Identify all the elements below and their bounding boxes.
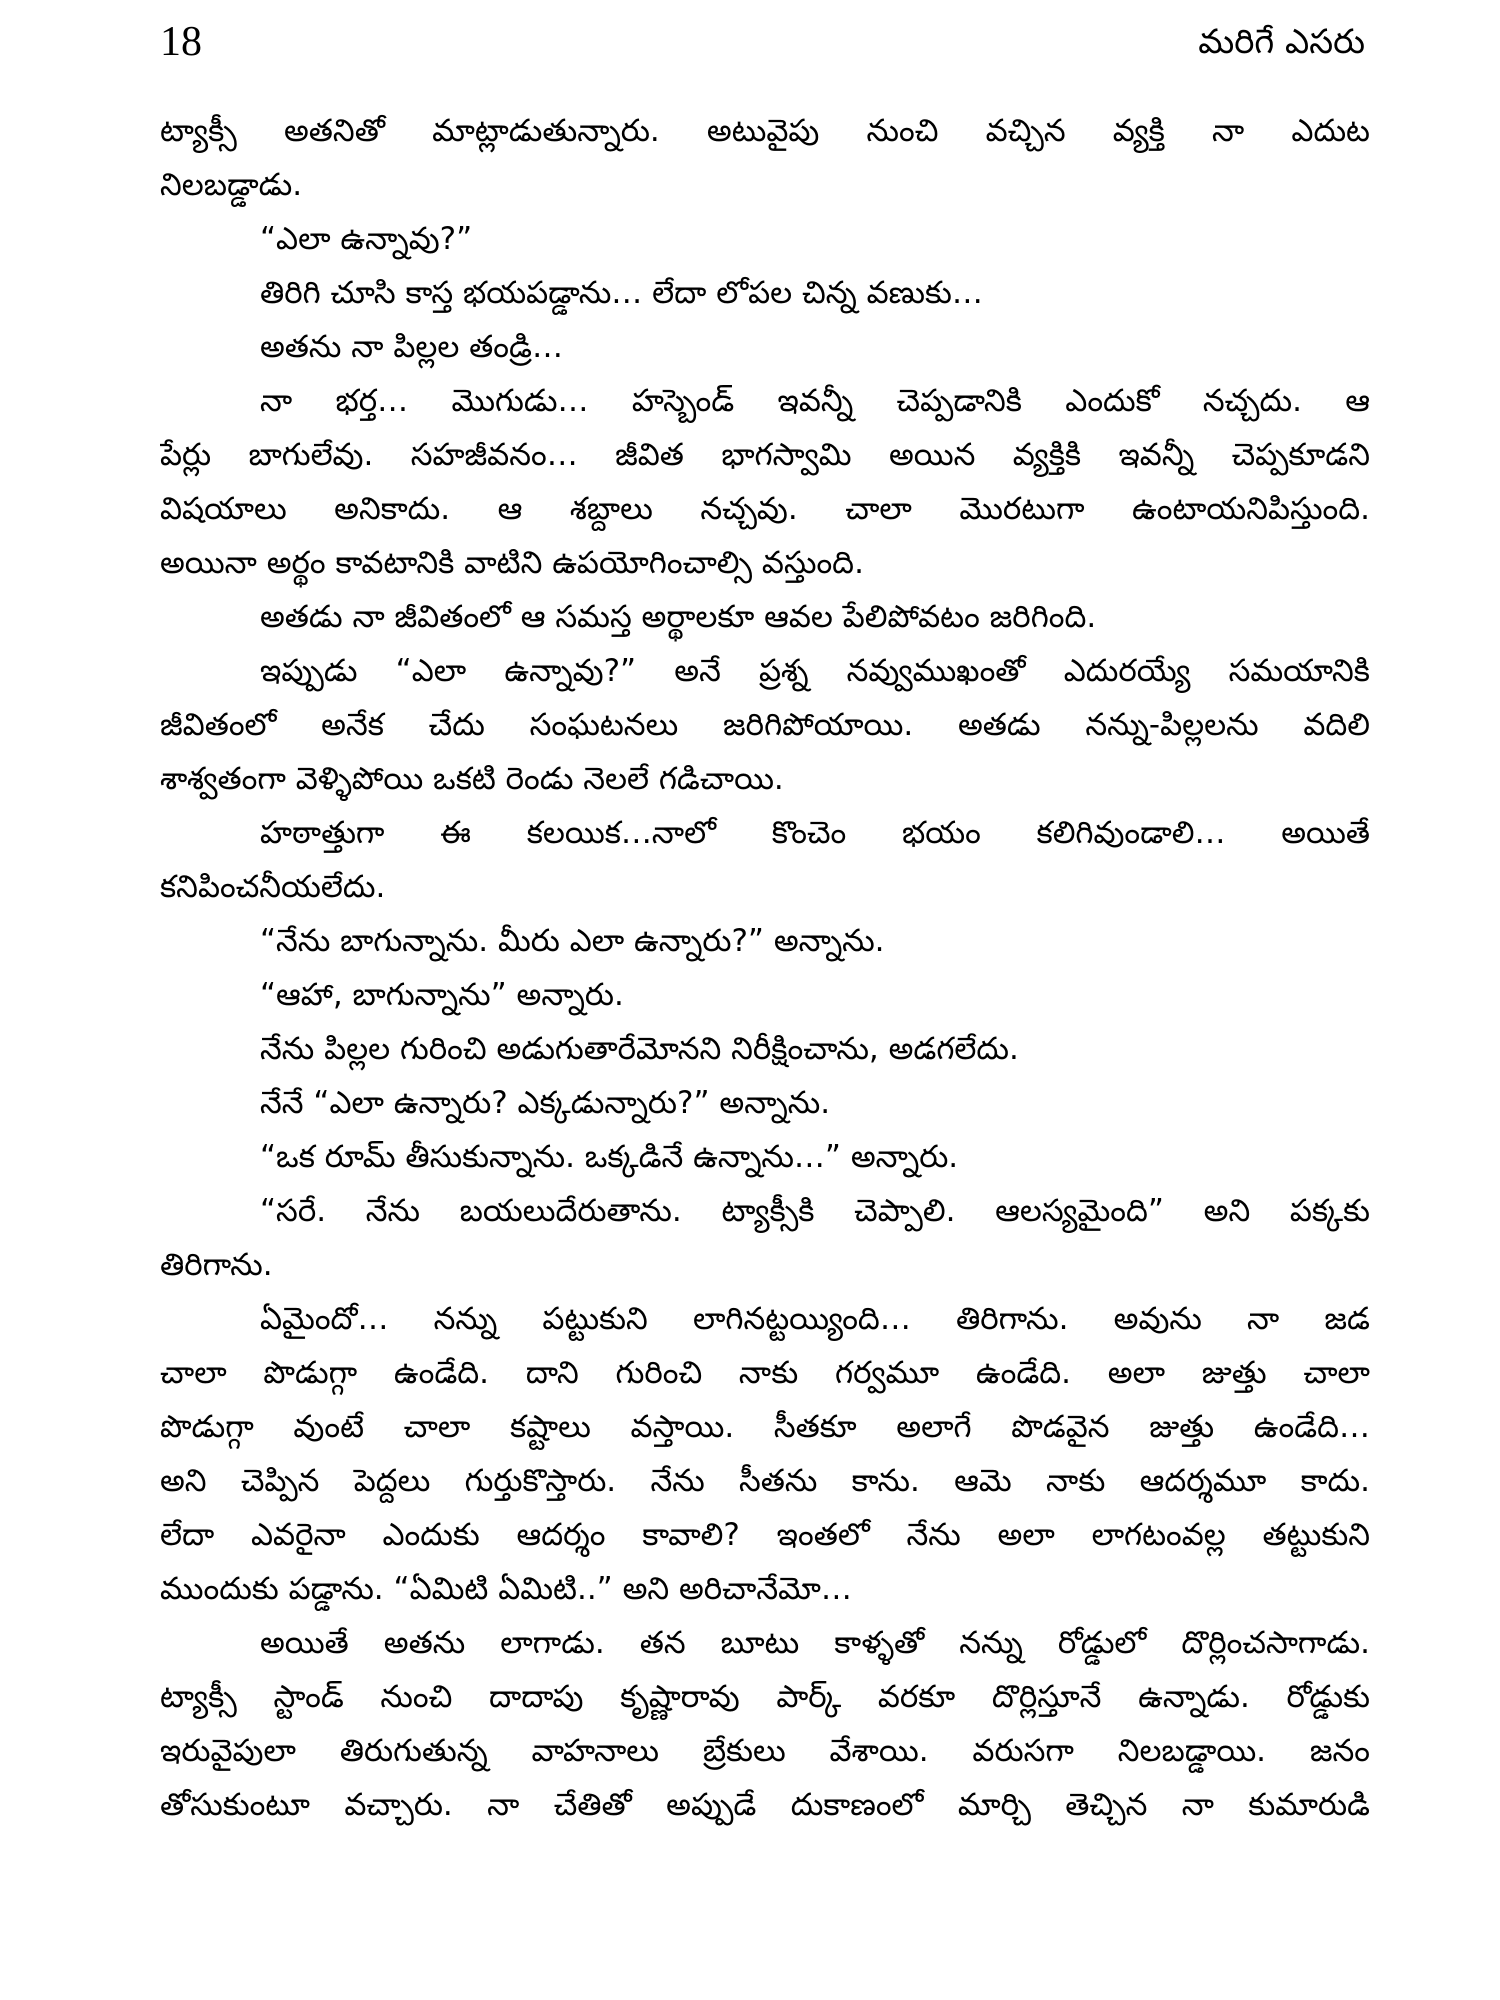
text-line: జీవితంలో అనేక చేదు సంఘటనలు జరిగిపోయాయి. అతడు నన్ను-పిల్లలను వదిలి (160, 707, 1370, 743)
text-line: “నేను బాగున్నాను. మీరు ఎలా ఉన్నారు?” అన్నాను. (260, 923, 885, 959)
text-line: “ఒక రూమ్ తీసుకున్నాను. ఒక్కడినే ఉన్నాను…” అన్నారు. (260, 1139, 959, 1175)
text-line: విషయాలు అనికాదు. ఆ శబ్దాలు నచ్చవు. చాలా మొరటుగా ఉంటాయనిపిస్తుంది. (160, 491, 1370, 527)
text-line: “ఆహా, బాగున్నాను” అన్నారు. (260, 977, 624, 1013)
text-line: ముందుకు పడ్డాను. “ఏమిటి ఏమిటి..” అని అరిచానేమో… (160, 1571, 852, 1607)
text-line: నా భర్త… మొగుడు… హస్బెండ్ ఇవన్నీ చెప్పడానికి ఎందుకో నచ్చదు. ఆ (260, 383, 1370, 419)
text-line: నేనే “ఎలా ఉన్నారు? ఎక్కడున్నారు?” అన్నాను. (260, 1085, 831, 1121)
text-line: తోసుకుంటూ వచ్చారు. నా చేతితో అప్పుడే దుకాణంలో మార్చి తెచ్చిన నా కుమారుడి (160, 1787, 1370, 1823)
text-line: తిరిగి చూసి కాస్త భయపడ్డాను… లేదా లోపల చిన్న వణుకు… (260, 275, 983, 311)
text-line: శాశ్వతంగా వెళ్ళిపోయి ఒకటి రెండు నెలలే గడిచాయి. (160, 761, 784, 797)
text-line: “సరే. నేను బయలుదేరుతాను. ట్యాక్సీకి చెప్పాలి. ఆలస్యమైంది” అని పక్కకు (260, 1193, 1370, 1229)
text-line: ఏమైందో… నన్ను పట్టుకుని లాగినట్టయ్యింది… తిరిగాను. అవును నా జడ (260, 1301, 1370, 1337)
page-number: 18 (160, 19, 202, 65)
text-line: అతను నా పిల్లల తండ్రి… (260, 329, 563, 365)
text-line: ట్యాక్సీ అతనితో మాట్లాడుతున్నారు. అటువైపు నుంచి వచ్చిన వ్యక్తి నా ఎదుట (160, 113, 1370, 149)
text-line: ఇప్పుడు “ఎలా ఉన్నావు?” అనే ప్రశ్న నవ్వుముఖంతో ఎదురయ్యే సమయానికి (260, 653, 1370, 689)
text-line: లేదా ఎవరైనా ఎందుకు ఆదర్శం కావాలి? ఇంతలో నేను అలా లాగటంవల్ల తట్టుకుని (160, 1517, 1370, 1553)
body-text (160, 104, 1370, 1832)
text-line: ట్యాక్సీ స్టాండ్ నుంచి దాదాపు కృష్ణారావు పార్క్ వరకూ దొర్లిస్తూనే ఉన్నాడు. రోడ్డుకు (160, 1679, 1370, 1715)
text-line: “ఎలా ఉన్నావు?” (260, 221, 473, 257)
text-line: అయినా అర్థం కావటానికి వాటిని ఉపయోగించాల్సి వస్తుంది. (160, 545, 864, 581)
text-line: కనిపించనీయలేదు. (160, 869, 386, 905)
text-line: నిలబడ్డాడు. (160, 167, 303, 203)
text-line: నేను పిల్లల గురించి అడుగుతారేమోనని నిరీక్షించాను, అడగలేదు. (260, 1031, 1019, 1067)
text-line: చాలా పొడుగ్గా ఉండేది. దాని గురించి నాకు గర్వమూ ఉండేది. అలా జుత్తు చాలా (160, 1355, 1370, 1391)
text-line: ఇరువైపులా తిరుగుతున్న వాహనాలు బ్రేకులు వేశాయి. వరుసగా నిలబడ్డాయి. జనం (160, 1733, 1370, 1769)
running-title: మరిగే ఎసరు (1198, 22, 1365, 62)
text-line: పొడుగ్గా వుంటే చాలా కష్టాలు వస్తాయి. సీతకూ అలాగే పొడవైన జుత్తు ఉండేది… (160, 1409, 1370, 1445)
text-line: అని చెప్పిన పెద్దలు గుర్తుకొస్తారు. నేను సీతను కాను. ఆమె నాకు ఆదర్శమూ కాదు. (160, 1463, 1370, 1499)
text-line: పేర్లు బాగులేవు. సహజీవనం… జీవిత భాగస్వామి అయిన వ్యక్తికి ఇవన్నీ చెప్పకూడని (160, 437, 1370, 473)
text-line: అయితే అతను లాగాడు. తన బూటు కాళ్ళతో నన్ను రోడ్డులో దొర్లించసాగాడు. (260, 1625, 1370, 1661)
text-line: తిరిగాను. (160, 1247, 273, 1283)
text-line: అతడు నా జీవితంలో ఆ సమస్త అర్థాలకూ ఆవల పేలిపోవటం జరిగింది. (260, 599, 1097, 635)
text-line: హఠాత్తుగా ఈ కలయిక…నాలో కొంచెం భయం కలిగివుండాలి… అయితే (260, 815, 1370, 851)
